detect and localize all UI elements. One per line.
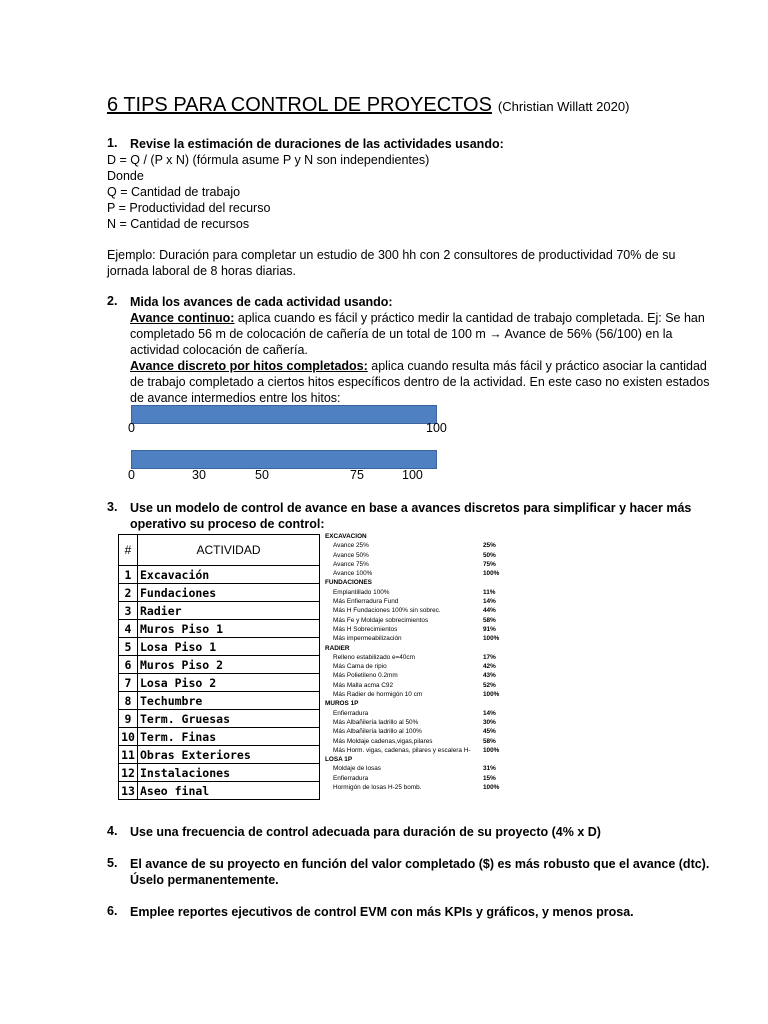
activity-name: Excavación <box>138 566 320 584</box>
continuous-progress-text <box>130 310 705 326</box>
tip-1-heading: Revise la estimación de duraciones de las actividades usando: <box>130 137 504 151</box>
activity-name: Techumbre <box>138 692 320 710</box>
milestone-percent: 14% <box>483 709 496 717</box>
activity-number: 10 <box>119 728 138 746</box>
tip-4-number: 4. <box>107 824 118 838</box>
activity-number: 7 <box>119 674 138 692</box>
list-item <box>325 690 509 699</box>
milestone-label: Relleno estabilizado e=40cm <box>333 653 415 661</box>
discrete-progress-text <box>130 358 707 374</box>
tip-1-line: Q = Cantidad de trabajo <box>107 185 241 199</box>
list-item <box>325 764 509 773</box>
continuous-progress-bar <box>131 405 437 424</box>
table-row <box>119 566 320 584</box>
milestone-label: Más Malla acma C92 <box>333 681 394 689</box>
list-item <box>325 569 509 578</box>
milestone-label: Más Moldaje cadenas,vigas,pilares <box>333 737 433 745</box>
activity-name: Instalaciones <box>138 764 320 782</box>
milestone-label: Emplantillado 100% <box>333 588 390 596</box>
milestone-percent: 50% <box>483 551 496 559</box>
tip-1-number: 1. <box>107 136 118 150</box>
milestone-label: Más Radier de hormigón 10 cm <box>333 691 423 699</box>
table-row <box>119 620 320 638</box>
table-row <box>119 728 320 746</box>
author: (Christian Willatt 2020) <box>497 99 630 114</box>
tip-1-line: D = Q / (P x N) (fórmula asume P y N son independientes) <box>107 153 430 167</box>
activity-name: Fundaciones <box>138 584 320 602</box>
list-item <box>325 718 509 727</box>
milestone-list <box>325 532 509 792</box>
tip-5-text: Úselo permanentemente. <box>130 873 279 887</box>
list-item <box>325 662 509 671</box>
table-row <box>119 764 320 782</box>
milestone-percent: 31% <box>483 765 496 773</box>
milestone-label: Enfierradura <box>333 709 369 717</box>
list-item <box>325 737 509 746</box>
section-title: LOSA 1P <box>325 756 353 764</box>
milestone-percent: 44% <box>483 607 496 615</box>
activity-name: Losa Piso 1 <box>138 638 320 656</box>
activity-number: 5 <box>119 638 138 656</box>
activity-number: 11 <box>119 746 138 764</box>
milestone-label: Moldaje de losas <box>333 765 381 773</box>
activity-table <box>118 534 320 800</box>
list-item <box>325 551 509 560</box>
milestone-label: Más Albañilería ladrillo al 50% <box>333 718 419 726</box>
activity-number: 13 <box>119 782 138 800</box>
list-item <box>325 606 509 615</box>
section-title: FUNDACIONES <box>325 579 372 587</box>
discrete-progress-label: Avance discreto por hitos completados: <box>130 359 368 373</box>
header-activity: ACTIVIDAD <box>138 535 320 566</box>
milestone-percent: 100% <box>483 691 500 699</box>
tip-1-line: Donde <box>107 169 144 183</box>
discrete-progress-line: de avance intermedios entre los hitos: <box>130 391 341 405</box>
list-item <box>325 783 509 792</box>
continuous-progress-label: Avance continuo: <box>130 311 235 325</box>
table-row <box>119 692 320 710</box>
tip-1-example: jornada laboral de 8 horas diarias. <box>107 264 297 278</box>
table-header <box>119 535 320 566</box>
list-item <box>325 560 509 569</box>
bar1-label: 0 <box>128 421 135 435</box>
activity-name: Losa Piso 2 <box>138 674 320 692</box>
table-row <box>119 674 320 692</box>
list-item <box>325 681 509 690</box>
milestone-label: Más Enfierradura Fund <box>333 598 399 606</box>
section-title: EXCAVACION <box>325 533 367 540</box>
tip-3-heading: operativo su proceso de control: <box>130 517 325 531</box>
tip-2-number: 2. <box>107 294 118 308</box>
milestone-percent: 100% <box>483 784 500 792</box>
milestone-label: Avance 25% <box>333 542 369 550</box>
milestone-label: Más Fe y Moldaje sobrecimientos <box>333 616 429 624</box>
table-row <box>119 584 320 602</box>
list-item <box>325 597 509 606</box>
section-title: MUROS 1P <box>325 700 359 708</box>
activity-name: Muros Piso 2 <box>138 656 320 674</box>
list-item <box>325 616 509 625</box>
milestone-percent: 100% <box>483 635 500 643</box>
bar2-label: 100 <box>402 468 423 482</box>
table-row <box>119 782 320 800</box>
milestone-percent: 75% <box>483 560 496 568</box>
milestone-percent: 45% <box>483 728 496 736</box>
page-title <box>107 94 629 117</box>
table-row <box>119 602 320 620</box>
activity-number: 1 <box>119 566 138 584</box>
milestone-label: Hormigón de losas H-25 bomb. <box>333 784 422 792</box>
milestone-label: Más impermeabilización <box>333 635 402 643</box>
bar2-label: 30 <box>192 468 206 482</box>
activity-name: Term. Finas <box>138 728 320 746</box>
activity-name: Term. Gruesas <box>138 710 320 728</box>
activity-name: Muros Piso 1 <box>138 620 320 638</box>
milestone-percent: 15% <box>483 774 496 782</box>
milestone-label: Avance 75% <box>333 560 369 568</box>
activity-number: 4 <box>119 620 138 638</box>
activity-name: Aseo final <box>138 782 320 800</box>
tip-5-number: 5. <box>107 856 118 870</box>
milestone-label: Avance 100% <box>333 570 373 578</box>
milestone-percent: 58% <box>483 737 496 745</box>
list-item <box>325 671 509 680</box>
discrete-progress-line: de trabajo completado a ciertos hitos específicos dentro de la actividad. En este caso no existen estados <box>130 375 710 389</box>
activity-number: 12 <box>119 764 138 782</box>
milestone-percent: 30% <box>483 718 496 726</box>
milestone-label: Más Polietileno 0.2mm <box>333 672 398 680</box>
table-row <box>119 638 320 656</box>
tip-5-text: El avance de su proyecto en función del valor completado ($) es más robusto que el avance (dtc). <box>130 857 710 871</box>
tip-3-number: 3. <box>107 500 118 514</box>
list-item <box>325 746 509 755</box>
milestone-percent: 42% <box>483 663 496 671</box>
milestone-percent: 14% <box>483 598 496 606</box>
list-item <box>325 727 509 736</box>
milestone-label: Más Horm. vigas, cadenas, pilares y escalera H- <box>333 746 471 754</box>
activity-number: 2 <box>119 584 138 602</box>
list-item <box>325 774 509 783</box>
table-row <box>119 710 320 728</box>
header-number: # <box>119 535 138 566</box>
milestone-label: Más H Sobrecimientos <box>333 625 398 633</box>
milestone-percent: 17% <box>483 653 496 661</box>
tip-1-line: N = Cantidad de recursos <box>107 217 250 231</box>
continuous-progress-line: actividad colocación de cañería. <box>130 343 308 357</box>
milestone-label: Más Cama de ripio <box>333 663 387 671</box>
activity-number: 8 <box>119 692 138 710</box>
milestone-percent: 25% <box>483 542 496 550</box>
discrete-progress-bar <box>131 450 437 469</box>
list-item <box>325 588 509 597</box>
milestone-label: Más H Fundaciones 100% sin sobrec. <box>333 607 441 615</box>
tip-6-text: Emplee reportes ejecutivos de control EVM con más KPIs y gráficos, y menos prosa. <box>130 905 634 919</box>
milestone-percent: 100% <box>483 570 500 578</box>
discrete-progress-desc: aplica cuando resulta más fácil y práctico asociar la cantidad <box>367 359 707 373</box>
activity-name: Obras Exteriores <box>138 746 320 764</box>
milestone-label: Avance 50% <box>333 551 369 559</box>
milestone-percent: 100% <box>483 746 500 754</box>
activity-number: 3 <box>119 602 138 620</box>
milestone-percent: 91% <box>483 625 496 633</box>
list-item <box>325 541 509 550</box>
milestone-label: Más Albañilería ladrillo al 100% <box>333 728 422 736</box>
milestone-percent: 58% <box>483 616 496 624</box>
continuous-progress-desc: aplica cuando es fácil y práctico medir la cantidad de trabajo completada. Ej: Se han <box>234 311 705 325</box>
milestone-percent: 11% <box>483 588 496 596</box>
bar1-label: 100 <box>426 421 447 435</box>
milestone-label: Enfierradura <box>333 774 369 782</box>
bar2-label: 50 <box>255 468 269 482</box>
list-item <box>325 634 509 643</box>
tip-1-line: P = Productividad del recurso <box>107 201 271 215</box>
bar2-label: 75 <box>350 468 364 482</box>
document-title: 6 TIPS PARA CONTROL DE PROYECTOS <box>107 94 492 116</box>
tip-1-example: Ejemplo: Duración para completar un estudio de 300 hh con 2 consultores de productividad 70% de su <box>107 248 676 262</box>
continuous-progress-line: completado 56 m de colocación de cañería de un total de 100 m → Avance de 56% (56/100) en la <box>130 327 673 341</box>
milestone-percent: 43% <box>483 672 496 680</box>
milestone-percent: 52% <box>483 681 496 689</box>
tip-2-heading: Mida los avances de cada actividad usando: <box>130 295 393 309</box>
activity-name: Radier <box>138 602 320 620</box>
tip-4-text: Use una frecuencia de control adecuada para duración de su proyecto (4% x D) <box>130 825 601 839</box>
bar2-label: 0 <box>128 468 135 482</box>
table-row <box>119 746 320 764</box>
section-title: RADIER <box>325 644 350 652</box>
list-item <box>325 653 509 662</box>
tip-3-heading: Use un modelo de control de avance en base a avances discretos para simplificar y hacer más <box>130 501 692 515</box>
list-item <box>325 709 509 718</box>
activity-number: 6 <box>119 656 138 674</box>
tip-6-number: 6. <box>107 904 118 918</box>
table-row <box>119 656 320 674</box>
list-item <box>325 625 509 634</box>
activity-number: 9 <box>119 710 138 728</box>
